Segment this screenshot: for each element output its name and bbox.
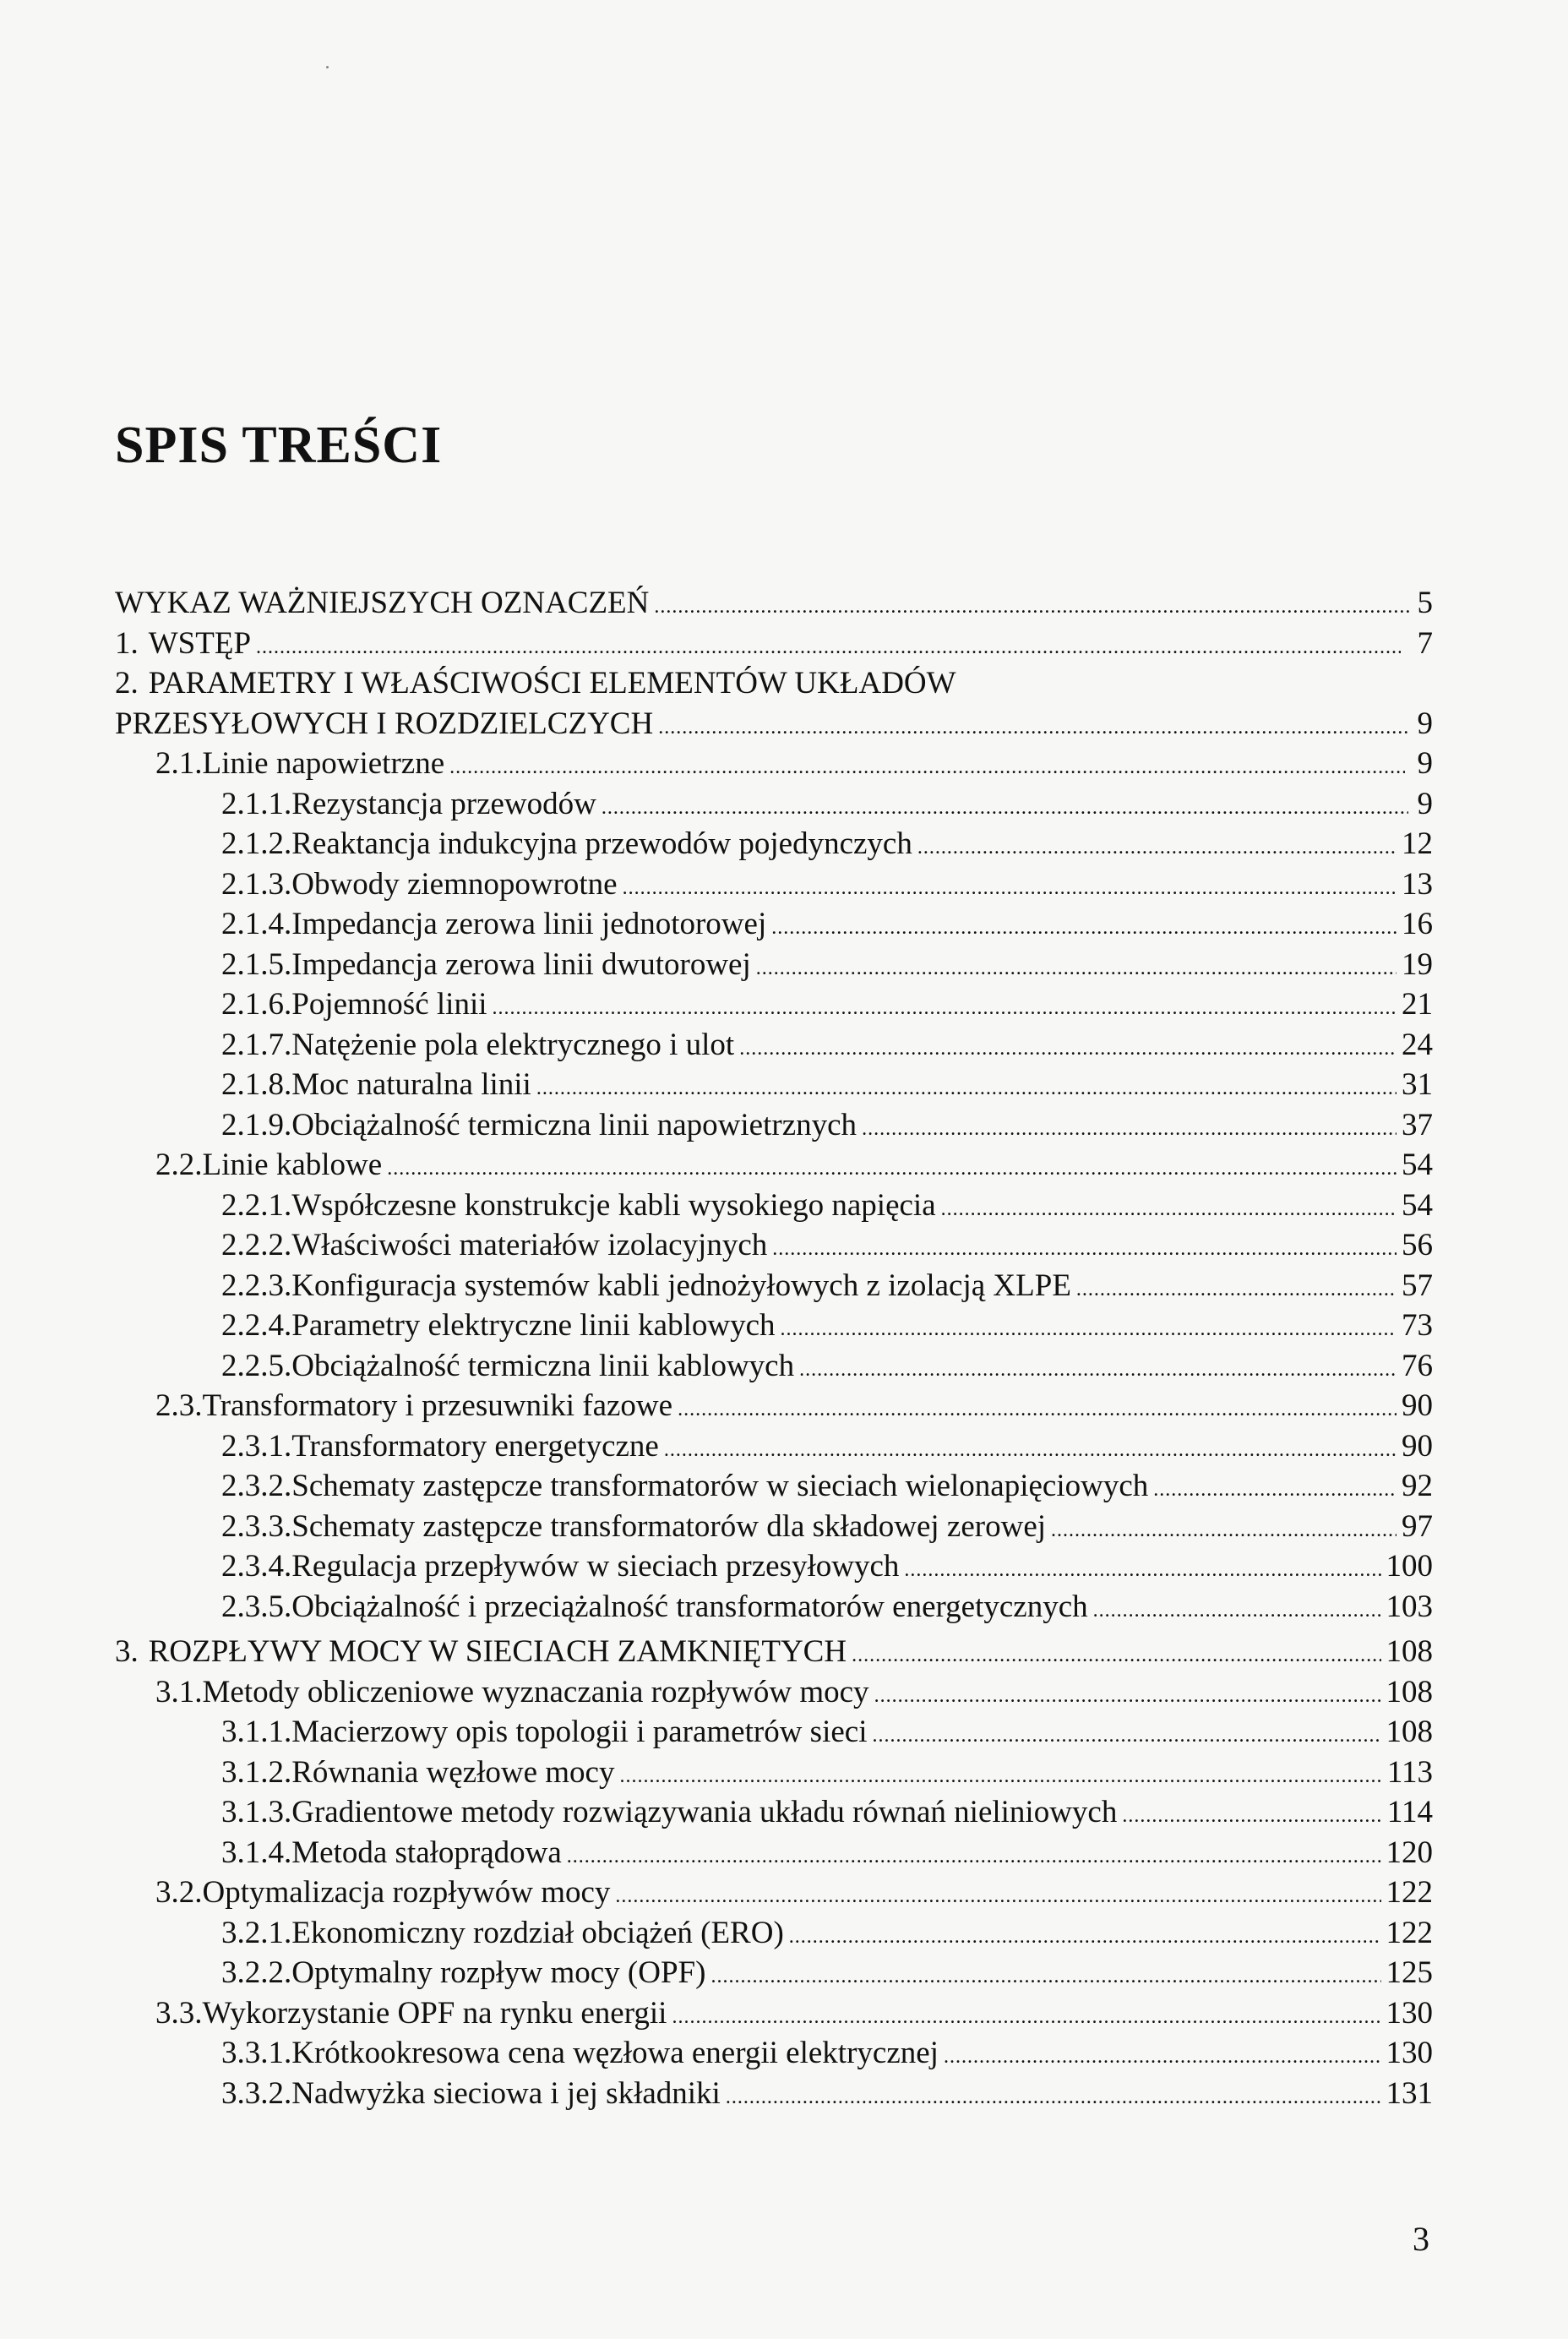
toc-entry-text: Metody obliczeniowe wyznaczania rozpływów mocy [202, 1674, 869, 1709]
toc-entry-text: Reaktancja indukcyjna przewodów pojedynczych [291, 826, 912, 861]
dot-leader [623, 864, 1396, 909]
dot-leader [672, 1993, 1380, 2038]
toc-entry [0, 1953, 1568, 1993]
toc-entry-page: 120 [1386, 1835, 1433, 1870]
toc-entry-number: 2.3.2. [221, 1469, 292, 1503]
toc-entry-text: PARAMETRY I WŁAŚCIWOŚCI ELEMENTÓW UKŁADÓW [148, 666, 956, 701]
toc-entry-number: 2.1.7. [221, 1027, 292, 1062]
toc-entry-page: 13 [1402, 866, 1433, 902]
toc-entry [0, 1792, 1568, 1833]
dot-leader [493, 984, 1397, 1029]
toc-entry [0, 1025, 1568, 1066]
toc-entry [0, 904, 1568, 945]
toc-entry [0, 2033, 1568, 2074]
toc-entry-text: Natężenie pola elektrycznego i ulot [291, 1027, 735, 1062]
dot-leader [1122, 1792, 1382, 1837]
toc-entry-number: 2.3.3. [221, 1508, 292, 1544]
dot-leader [1076, 1266, 1396, 1311]
dot-leader [789, 1913, 1381, 1958]
toc-entry [0, 1672, 1568, 1713]
toc-entry-text: Parametry elektryczne linii kablowych [291, 1308, 776, 1343]
toc-entry [0, 1632, 1568, 1672]
dot-leader [781, 1306, 1396, 1350]
toc-entry-text: Równania węzłowe mocy [291, 1754, 615, 1790]
toc-entry-text: Współczesne konstrukcje kabli wysokiego napięcia [291, 1187, 936, 1223]
toc-entry-text: Schematy zastępcze transformatorów dla składowej zerowej [291, 1508, 1047, 1544]
toc-entry-page: 108 [1386, 1674, 1433, 1709]
toc-entry-number: 3.3.1. [221, 2036, 292, 2070]
table-of-contents [0, 583, 1568, 2113]
dot-leader [726, 2074, 1381, 2118]
toc-entry-continuation [0, 704, 1568, 744]
toc-entry-text: Metoda stałoprądowa [291, 1835, 562, 1870]
dot-leader [387, 1145, 1396, 1190]
toc-entry-number: 2.3. [155, 1388, 203, 1423]
toc-entry [0, 1186, 1568, 1226]
dot-leader [772, 1225, 1396, 1270]
toc-entry [0, 1507, 1568, 1547]
toc-entry-text: WYKAZ WAŻNIEJSZYCH OZNACZEŃ [115, 586, 650, 620]
toc-entry-text: Ekonomiczny rozdział obciążeń (ERO) [291, 1915, 784, 1950]
toc-entry-text: ROZPŁYWY MOCY W SIECIACH ZAMKNIĘTYCH [148, 1634, 847, 1669]
toc-entry-number: 2. [115, 666, 139, 701]
toc-entry-page: 108 [1386, 1715, 1433, 1749]
toc-entry-number: 3.3. [155, 1995, 203, 2031]
toc-entry-page: 31 [1402, 1067, 1433, 1102]
toc-entry-page: 19 [1402, 946, 1433, 982]
toc-entry-number: 2.2.4. [221, 1308, 292, 1343]
toc-entry [0, 824, 1568, 864]
toc-entry-number: 2.1.1. [221, 786, 292, 821]
toc-entry-number: 2.1.3. [221, 866, 292, 902]
toc-entry [0, 1306, 1568, 1346]
toc-entry-number: 3.2.2. [221, 1955, 292, 1990]
toc-entry-text: Macierzowy opis topologii i parametrów sieci [291, 1715, 868, 1749]
dot-leader [799, 1346, 1396, 1391]
toc-entry [0, 1065, 1568, 1105]
toc-entry-number: 2.2.1. [221, 1187, 292, 1223]
toc-entry-number: 3.3.2. [221, 2075, 292, 2111]
toc-entry-number: 2.1.2. [221, 826, 292, 861]
dot-leader [1051, 1507, 1396, 1551]
toc-entry-number: 1. [115, 625, 139, 661]
toc-entry-text: Obciążalność termiczna linii kablowych [291, 1348, 795, 1383]
dot-leader [449, 744, 1405, 788]
toc-entry-page: 54 [1402, 1187, 1433, 1223]
toc-entry [0, 583, 1568, 624]
dot-leader [874, 1672, 1381, 1717]
toc-entry [0, 984, 1568, 1025]
toc-entry [0, 744, 1568, 784]
dot-leader [256, 624, 1401, 668]
toc-entry-page: 131 [1386, 2075, 1433, 2111]
toc-entry [0, 1587, 1568, 1627]
toc-entry-page: 73 [1402, 1308, 1433, 1343]
toc-entry-number: 3.1.1. [221, 1715, 292, 1749]
toc-entry-number: 3.1.4. [221, 1835, 292, 1870]
dot-leader [654, 583, 1409, 628]
toc-entry-page: 103 [1386, 1589, 1433, 1624]
toc-entry-page: 37 [1402, 1107, 1433, 1142]
toc-entry [0, 663, 1568, 704]
toc-entry-text: Optymalny rozpływ mocy (OPF) [291, 1955, 706, 1990]
toc-entry-number: 2.1.6. [221, 987, 292, 1022]
toc-entry-page: 76 [1402, 1348, 1433, 1383]
toc-entry-number: 2.2.2. [221, 1228, 292, 1262]
dot-leader [664, 1426, 1396, 1471]
toc-entry-text: Nadwyżka sieciowa i jej składniki [291, 2075, 721, 2111]
toc-entry-page: 92 [1402, 1469, 1433, 1503]
toc-entry-text: Gradientowe metody rozwiązywania układu równań nieliniowych [291, 1795, 1118, 1829]
toc-entry-text: Pojemność linii [291, 987, 487, 1022]
dot-leader [536, 1065, 1396, 1110]
toc-entry-text: Linie napowietrzne [202, 746, 445, 781]
toc-entry [0, 1346, 1568, 1387]
toc-entry [0, 1386, 1568, 1426]
toc-entry-text: WSTĘP [148, 625, 252, 661]
toc-entry-page: 108 [1386, 1634, 1433, 1669]
toc-entry [0, 1873, 1568, 1913]
toc-entry [0, 1145, 1568, 1186]
toc-entry-page: 9 [1417, 786, 1433, 821]
toc-entry-text: Transformatory energetyczne [291, 1428, 659, 1464]
toc-entry-text: Impedancja zerowa linii dwutorowej [291, 946, 751, 982]
toc-entry-page: 125 [1386, 1955, 1433, 1990]
toc-entry [0, 864, 1568, 905]
toc-entry [0, 1225, 1568, 1266]
toc-entry-number: 2.1. [155, 746, 203, 781]
toc-entry-number: 2.1.4. [221, 907, 292, 941]
dot-leader [619, 1753, 1381, 1797]
toc-entry [0, 1712, 1568, 1753]
toc-entry-text: Konfiguracja systemów kabli jednożyłowych z izolacją XLPE [291, 1268, 1071, 1303]
dot-leader [658, 704, 1410, 749]
toc-entry-page: 114 [1386, 1795, 1433, 1829]
toc-entry-page: 122 [1386, 1915, 1433, 1950]
toc-entry-text: Transformatory i przesuwniki fazowe [202, 1388, 673, 1423]
toc-entry-text: Rezystancja przewodów [291, 786, 596, 821]
toc-entry [0, 1913, 1568, 1954]
toc-entry-page: 7 [1417, 625, 1433, 661]
toc-entry-page: 21 [1402, 987, 1433, 1022]
dot-leader [941, 1186, 1396, 1230]
dot-leader [602, 784, 1408, 829]
toc-entry-number: 2.2.3. [221, 1268, 292, 1303]
toc-entry-page: 113 [1386, 1754, 1433, 1790]
toc-entry-number: 3. [115, 1634, 139, 1669]
toc-entry-page: 56 [1402, 1228, 1433, 1262]
toc-entry-number: 3.1.2. [221, 1754, 292, 1790]
dot-leader [710, 1953, 1380, 1998]
toc-entry [0, 1466, 1568, 1507]
toc-entry [0, 1426, 1568, 1467]
toc-entry-page: 5 [1417, 586, 1433, 620]
dot-leader [1093, 1587, 1381, 1632]
dot-leader [567, 1833, 1381, 1878]
scan-speck [326, 66, 329, 68]
toc-entry [0, 1833, 1568, 1873]
dot-leader [678, 1386, 1396, 1431]
toc-entry-page: 130 [1386, 1995, 1433, 2031]
toc-entry-page: 90 [1402, 1428, 1433, 1464]
toc-entry-number: 2.1.5. [221, 946, 292, 982]
toc-entry-number: 2.1.8. [221, 1067, 292, 1102]
dot-leader [852, 1632, 1380, 1677]
dot-leader [756, 945, 1396, 990]
toc-entry [0, 1753, 1568, 1793]
dot-leader [739, 1025, 1396, 1070]
toc-entry-text: Obciążalność i przeciążalność transformatorów energetycznych [291, 1589, 1088, 1624]
toc-entry-text: Impedancja zerowa linii jednotorowej [291, 907, 767, 941]
toc-entry [0, 2074, 1568, 2114]
page-title: SPIS TREŚCI [115, 417, 443, 474]
toc-entry-page: 90 [1402, 1388, 1433, 1423]
toc-entry-number: 3.1. [155, 1674, 203, 1709]
dot-leader [862, 1105, 1396, 1150]
toc-entry-number: 2.2.5. [221, 1348, 292, 1383]
toc-entry-page: 9 [1417, 706, 1433, 741]
toc-entry-page: 100 [1386, 1549, 1433, 1584]
toc-entry-text: Linie kablowe [202, 1148, 383, 1182]
dot-leader [944, 2033, 1381, 2078]
toc-entry-text: Wykorzystanie OPF na rynku energii [202, 1995, 667, 2031]
toc-entry-number: 3.2.1. [221, 1915, 292, 1950]
toc-entry [0, 1266, 1568, 1306]
toc-entry [0, 1546, 1568, 1587]
toc-entry-number: 2.1.9. [221, 1107, 292, 1142]
dot-leader [615, 1873, 1380, 1917]
toc-entry-text: Obwody ziemnopowrotne [291, 866, 618, 902]
toc-entry-number: 2.3.5. [221, 1589, 292, 1624]
toc-entry-page: 97 [1402, 1508, 1433, 1544]
toc-entry-text: Moc naturalna linii [291, 1067, 531, 1102]
dot-leader [917, 824, 1396, 869]
toc-entry-page: 12 [1402, 826, 1433, 861]
toc-entry-text: Krótkookresowa cena węzłowa energii elektrycznej [291, 2036, 939, 2070]
toc-entry [0, 1105, 1568, 1146]
dot-leader [771, 904, 1396, 949]
toc-entry-text: Obciążalność termiczna linii napowietrznych [291, 1107, 858, 1142]
toc-entry-text: Regulacja przepływów w sieciach przesyłowych [291, 1549, 900, 1584]
toc-entry-number: 3.1.3. [221, 1795, 292, 1829]
toc-entry-number: 3.2. [155, 1875, 203, 1910]
toc-entry-page: 16 [1402, 907, 1433, 941]
toc-entry [0, 784, 1568, 825]
toc-entry-page: 9 [1417, 746, 1433, 781]
toc-entry-page: 24 [1402, 1027, 1433, 1062]
toc-entry-number: 2.3.4. [221, 1549, 292, 1584]
toc-entry-text: PRZESYŁOWYCH I ROZDZIELCZYCH [115, 706, 654, 741]
toc-entry-text: Optymalizacja rozpływów mocy [202, 1875, 611, 1910]
toc-entry-page: 57 [1402, 1268, 1433, 1303]
toc-entry-page: 122 [1386, 1875, 1433, 1910]
toc-entry-number: 2.3.1. [221, 1428, 292, 1464]
toc-entry-page: 130 [1386, 2036, 1433, 2070]
toc-entry-text: Właściwości materiałów izolacyjnych [291, 1228, 768, 1262]
toc-entry-number: 2.2. [155, 1148, 203, 1182]
toc-entry [0, 1993, 1568, 2034]
dot-leader [1153, 1466, 1396, 1511]
toc-entry-page: 54 [1402, 1148, 1433, 1182]
toc-entry [0, 945, 1568, 985]
dot-leader [904, 1546, 1380, 1591]
toc-entry [0, 624, 1568, 664]
page-number: 3 [1413, 2220, 1429, 2258]
toc-entry-text: Schematy zastępcze transformatorów w sieciach wielonapięciowych [291, 1469, 1149, 1503]
dot-leader [872, 1712, 1380, 1757]
